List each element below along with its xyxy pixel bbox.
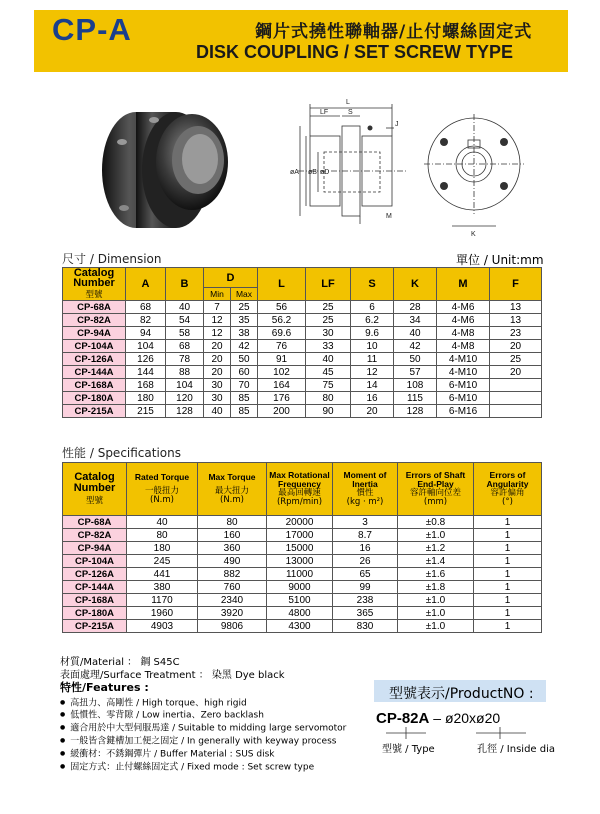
product-legend — [382, 740, 555, 755]
value-cell: 1 — [474, 529, 542, 542]
value-cell: 380 — [127, 581, 198, 594]
value-cell — [490, 379, 542, 392]
model-cell: CP-82A — [63, 529, 127, 542]
title-english: DISK COUPLING / SET SCREW TYPE — [196, 42, 514, 62]
value-cell: 6.2 — [351, 314, 394, 327]
dimension-section-label — [62, 250, 162, 267]
value-cell: 4-M6 — [437, 314, 490, 327]
spec-col-angularity — [474, 463, 542, 516]
value-cell: 99 — [333, 581, 398, 594]
model-cell: CP-104A — [63, 555, 127, 568]
value-cell: 4903 — [127, 620, 198, 633]
value-cell: 40 — [127, 516, 198, 529]
specification-row — [63, 594, 542, 607]
value-cell: 1 — [474, 581, 542, 594]
value-cell: 60 — [231, 366, 258, 379]
value-cell: 20 — [490, 340, 542, 353]
spec-col-max-frequency — [267, 463, 333, 516]
model-cell: CP-94A — [63, 327, 126, 340]
specification-row — [63, 555, 542, 568]
angularity-header: Errors of Angularity — [486, 470, 529, 489]
label-M: M — [386, 213, 392, 220]
label-K: K — [471, 231, 476, 238]
value-cell: 80 — [127, 529, 198, 542]
col-B: B — [166, 268, 204, 301]
value-cell: 490 — [198, 555, 267, 568]
value-cell: 80 — [306, 392, 351, 405]
page-title: CP-A — [52, 12, 132, 47]
value-cell: 164 — [258, 379, 306, 392]
dimension-label-zh: 尺寸 — [62, 252, 87, 266]
value-cell: 128 — [394, 405, 437, 418]
specifications-label-zh: 性能 — [62, 446, 87, 460]
value-cell: 56.2 — [258, 314, 306, 327]
value-cell: 1960 — [127, 607, 198, 620]
features-label: 特性/Features : — [60, 681, 149, 694]
value-cell: 760 — [198, 581, 267, 594]
value-cell: 4-M8 — [437, 340, 490, 353]
value-cell: 82 — [126, 314, 166, 327]
catalog-header-zh: 型號 — [85, 290, 103, 300]
inertia-header: Moment of Inertia — [343, 470, 387, 489]
feature-item: ● 緩衝材：不銹鋼彈片 / Buffer Material : SUS disk — [60, 748, 346, 761]
value-cell: 168 — [126, 379, 166, 392]
inertia-unit: (kg · m²) — [346, 497, 384, 507]
value-cell: 42 — [394, 340, 437, 353]
col-LF: LF — [306, 268, 351, 301]
label-LF: LF — [320, 109, 329, 116]
value-cell: 85 — [231, 405, 258, 418]
value-cell: 45 — [306, 366, 351, 379]
value-cell: ±1.8 — [398, 581, 474, 594]
col-K: K — [394, 268, 437, 301]
model-cell: CP-94A — [63, 542, 127, 555]
value-cell: 441 — [127, 568, 198, 581]
value-cell: ±1.0 — [398, 529, 474, 542]
value-cell: ±1.0 — [398, 607, 474, 620]
feature-item: ● 高扭力、高剛性 / High torque、high rigid — [60, 697, 346, 710]
model-cell: CP-126A — [63, 353, 126, 366]
specifications-table — [62, 462, 542, 633]
value-cell: 160 — [198, 529, 267, 542]
value-cell: 35 — [231, 314, 258, 327]
value-cell: 85 — [231, 392, 258, 405]
max-frequency-header-zh: 最高回轉速 — [278, 488, 321, 498]
value-cell: 69.6 — [258, 327, 306, 340]
value-cell: 6-M10 — [437, 379, 490, 392]
value-cell: 91 — [258, 353, 306, 366]
value-cell: 33 — [306, 340, 351, 353]
value-cell: 75 — [306, 379, 351, 392]
legend-inside-dia: 孔徑 / Inside dia — [477, 744, 556, 755]
spec-col-rated-torque — [127, 463, 198, 516]
max-torque-unit: (N.m) — [220, 495, 244, 505]
value-cell: ±0.8 — [398, 516, 474, 529]
value-cell: 30 — [306, 327, 351, 340]
value-cell: 176 — [258, 392, 306, 405]
value-cell: 4-M10 — [437, 366, 490, 379]
product-dash: – — [433, 710, 442, 726]
col-A: A — [126, 268, 166, 301]
value-cell: 26 — [333, 555, 398, 568]
rated-torque-header: Rated Torque — [134, 472, 190, 482]
feature-item: ● 適合用於中大型伺服馬達 / Suitable to midding large servomotor — [60, 722, 346, 735]
value-cell: 200 — [258, 405, 306, 418]
value-cell: 365 — [333, 607, 398, 620]
rated-torque-header-zh: 一般扭力 — [144, 486, 179, 496]
value-cell: 40 — [166, 301, 204, 314]
col-D-min: Min — [204, 288, 231, 301]
value-cell: 20 — [490, 366, 542, 379]
value-cell: 40 — [306, 353, 351, 366]
value-cell: 2340 — [198, 594, 267, 607]
value-cell: 104 — [126, 340, 166, 353]
value-cell: 14 — [351, 379, 394, 392]
value-cell: 16 — [333, 542, 398, 555]
col-catalog-number — [63, 268, 126, 301]
value-cell: 4-M6 — [437, 301, 490, 314]
value-cell: 90 — [306, 405, 351, 418]
title-chinese: 鋼片式撓性聯軸器/止付螺絲固定式 — [255, 22, 533, 42]
max-torque-header: Max Torque — [208, 472, 256, 482]
angularity-unit: (°) — [502, 497, 513, 507]
value-cell: 9000 — [267, 581, 333, 594]
dimension-label-en: / Dimension — [89, 252, 162, 266]
value-cell: 58 — [166, 327, 204, 340]
label-A: øA — [290, 169, 299, 176]
value-cell: 144 — [126, 366, 166, 379]
value-cell: 360 — [198, 542, 267, 555]
value-cell: 68 — [126, 301, 166, 314]
spec-catalog-header-text: Catalog Number — [73, 471, 116, 494]
value-cell: ±1.0 — [398, 620, 474, 633]
value-cell: ±1.0 — [398, 594, 474, 607]
value-cell: 882 — [198, 568, 267, 581]
value-cell: 4-M10 — [437, 353, 490, 366]
specification-row — [63, 568, 542, 581]
dimension-row — [63, 353, 542, 366]
model-cell: CP-168A — [63, 379, 126, 392]
value-cell: 80 — [198, 516, 267, 529]
specification-row — [63, 581, 542, 594]
value-cell: 108 — [394, 379, 437, 392]
spec-catalog-header-zh: 型號 — [85, 496, 103, 506]
dimension-drawing — [268, 88, 536, 240]
value-cell: 20000 — [267, 516, 333, 529]
product-model: CP-82A — [376, 710, 430, 727]
spec-col-catalog — [63, 463, 127, 516]
specifications-section-label — [62, 444, 181, 461]
value-cell: 215 — [126, 405, 166, 418]
col-L: L — [258, 268, 306, 301]
product-spec: ø20xø20 — [444, 710, 501, 726]
model-cell: CP-82A — [63, 314, 126, 327]
value-cell: 25 — [490, 353, 542, 366]
value-cell: 12 — [351, 366, 394, 379]
max-frequency-header: Max Rotational Frequency — [269, 470, 330, 489]
max-torque-header-zh: 最大扭力 — [214, 486, 249, 496]
model-cell: CP-144A — [63, 366, 126, 379]
model-cell: CP-180A — [63, 607, 127, 620]
value-cell: 54 — [166, 314, 204, 327]
value-cell: 830 — [333, 620, 398, 633]
value-cell: 1 — [474, 594, 542, 607]
value-cell: 3920 — [198, 607, 267, 620]
value-cell: 180 — [126, 392, 166, 405]
col-D: D — [204, 268, 258, 288]
legend-type: 型號 / Type — [382, 744, 435, 755]
value-cell: 1 — [474, 620, 542, 633]
model-cell: CP-180A — [63, 392, 126, 405]
dimension-row — [63, 392, 542, 405]
value-cell: 6-M10 — [437, 392, 490, 405]
value-cell: 128 — [166, 405, 204, 418]
endplay-header-zh: 容許軸向位差 — [409, 488, 461, 498]
value-cell: 1 — [474, 607, 542, 620]
value-cell — [490, 392, 542, 405]
product-no-title: 型號表示/ProductNO : — [389, 686, 534, 702]
value-cell: 120 — [166, 392, 204, 405]
col-D-max: Max — [231, 288, 258, 301]
value-cell: 94 — [126, 327, 166, 340]
model-cell: CP-68A — [63, 301, 126, 314]
specification-row — [63, 542, 542, 555]
value-cell: 245 — [127, 555, 198, 568]
value-cell: 6 — [351, 301, 394, 314]
value-cell: 20 — [204, 366, 231, 379]
value-cell: 16 — [351, 392, 394, 405]
value-cell: 9.6 — [351, 327, 394, 340]
catalog-header-text: Catalog Number — [73, 267, 115, 289]
spec-col-endplay — [398, 463, 474, 516]
model-cell: CP-68A — [63, 516, 127, 529]
value-cell: 42 — [231, 340, 258, 353]
value-cell: ±1.4 — [398, 555, 474, 568]
value-cell: 34 — [394, 314, 437, 327]
dimension-row — [63, 301, 542, 314]
coupling-photo — [94, 90, 236, 240]
value-cell: 9806 — [198, 620, 267, 633]
value-cell: 40 — [204, 405, 231, 418]
unit-label: 單位 / Unit:mm — [456, 253, 544, 267]
max-frequency-unit: (Rpm/min) — [276, 497, 323, 507]
dimension-row — [63, 405, 542, 418]
dimension-row — [63, 327, 542, 340]
col-F: F — [490, 268, 542, 301]
specification-row — [63, 516, 542, 529]
dimension-table — [62, 267, 542, 418]
value-cell: 78 — [166, 353, 204, 366]
dimension-row — [63, 314, 542, 327]
value-cell: 70 — [231, 379, 258, 392]
value-cell: 25 — [231, 301, 258, 314]
value-cell: 1 — [474, 516, 542, 529]
value-cell: 1 — [474, 542, 542, 555]
dimension-row — [63, 340, 542, 353]
value-cell: 11000 — [267, 568, 333, 581]
label-S: S — [348, 109, 353, 116]
value-cell: 88 — [166, 366, 204, 379]
value-cell: 180 — [127, 542, 198, 555]
value-cell: 40 — [394, 327, 437, 340]
value-cell: 115 — [394, 392, 437, 405]
feature-item: ● 低慣性、零背隙 / Low inertia、Zero backlash — [60, 709, 346, 722]
model-cell: CP-215A — [63, 405, 126, 418]
value-cell: 6-M16 — [437, 405, 490, 418]
label-B: øB — [308, 169, 317, 176]
value-cell: 20 — [204, 340, 231, 353]
value-cell: 28 — [394, 301, 437, 314]
col-S: S — [351, 268, 394, 301]
value-cell: 7 — [204, 301, 231, 314]
model-cell: CP-215A — [63, 620, 127, 633]
model-cell: CP-168A — [63, 594, 127, 607]
model-cell: CP-144A — [63, 581, 127, 594]
value-cell: 1 — [474, 568, 542, 581]
value-cell: 3 — [333, 516, 398, 529]
value-cell: 57 — [394, 366, 437, 379]
value-cell: 13000 — [267, 555, 333, 568]
value-cell: 20 — [204, 353, 231, 366]
value-cell: 76 — [258, 340, 306, 353]
value-cell: 1170 — [127, 594, 198, 607]
dimension-row — [63, 366, 542, 379]
value-cell: 102 — [258, 366, 306, 379]
specifications-label-en: / Specifications — [89, 446, 181, 460]
angularity-header-zh: 容許偏角 — [490, 488, 525, 498]
endplay-header: Errors of Shaft End-Play — [405, 470, 466, 489]
value-cell — [490, 405, 542, 418]
value-cell: 10 — [351, 340, 394, 353]
feature-item: ● 一般皆含鍵槽加工便之固定 / In generally with keyway process — [60, 735, 346, 748]
value-cell: 38 — [231, 327, 258, 340]
value-cell: 23 — [490, 327, 542, 340]
value-cell: 30 — [204, 392, 231, 405]
model-cell: CP-126A — [63, 568, 127, 581]
value-cell: 8.7 — [333, 529, 398, 542]
rated-torque-unit: (N.m) — [150, 495, 174, 505]
value-cell: 30 — [204, 379, 231, 392]
value-cell: 50 — [394, 353, 437, 366]
specification-row — [63, 620, 542, 633]
value-cell: 13 — [490, 314, 542, 327]
value-cell: 68 — [166, 340, 204, 353]
spec-col-max-torque — [198, 463, 267, 516]
value-cell: 4300 — [267, 620, 333, 633]
label-L: L — [346, 99, 350, 106]
dimension-row — [63, 379, 542, 392]
value-cell: 56 — [258, 301, 306, 314]
value-cell: 238 — [333, 594, 398, 607]
label-D: øD — [320, 169, 330, 176]
value-cell: 13 — [490, 301, 542, 314]
surface-line: 表面處理/Surface Treatment ： 染黑 Dye black — [60, 669, 285, 681]
value-cell: 104 — [166, 379, 204, 392]
model-cell: CP-104A — [63, 340, 126, 353]
value-cell: 17000 — [267, 529, 333, 542]
endplay-unit: (mm) — [423, 497, 448, 507]
features-list — [60, 697, 346, 774]
value-cell: 50 — [231, 353, 258, 366]
value-cell: 12 — [204, 314, 231, 327]
value-cell: ±1.2 — [398, 542, 474, 555]
value-cell: 20 — [351, 405, 394, 418]
value-cell: 65 — [333, 568, 398, 581]
value-cell: ±1.6 — [398, 568, 474, 581]
value-cell: 11 — [351, 353, 394, 366]
value-cell: 25 — [306, 314, 351, 327]
inertia-header-zh: 慣性 — [356, 488, 374, 498]
feature-item: ● 固定方式：止付螺絲固定式 / Fixed mode : Set screw type — [60, 761, 346, 774]
value-cell: 1 — [474, 555, 542, 568]
value-cell: 15000 — [267, 542, 333, 555]
label-J: J — [395, 121, 399, 128]
specification-row — [63, 529, 542, 542]
specification-row — [63, 607, 542, 620]
value-cell: 4800 — [267, 607, 333, 620]
value-cell: 4-M8 — [437, 327, 490, 340]
notes-block — [60, 657, 346, 773]
material-line: 材質/Material ： 鋼 S45C — [60, 657, 180, 668]
value-cell: 126 — [126, 353, 166, 366]
value-cell: 25 — [306, 301, 351, 314]
spec-col-inertia — [333, 463, 398, 516]
value-cell: 5100 — [267, 594, 333, 607]
col-M: M — [437, 268, 490, 301]
value-cell: 12 — [204, 327, 231, 340]
